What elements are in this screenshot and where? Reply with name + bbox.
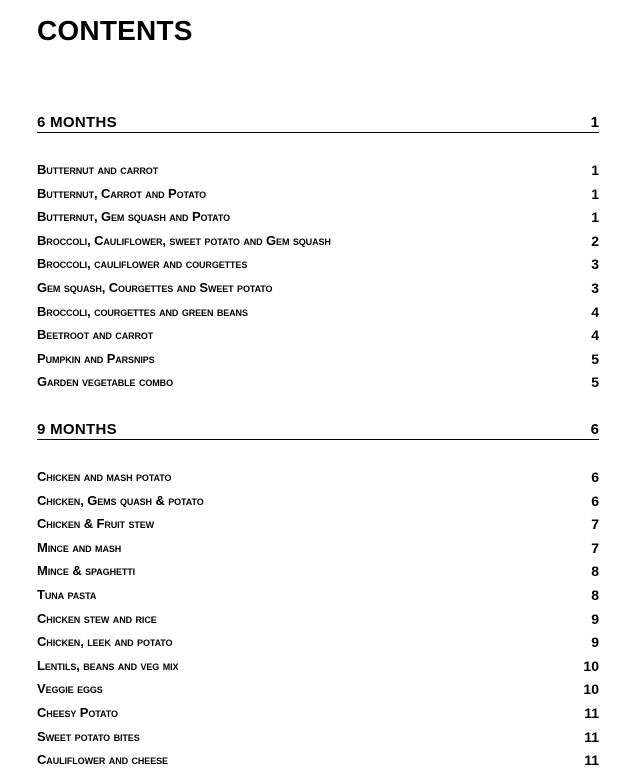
toc-entry [37,632,599,656]
toc-entry-label: Butternut, Gem squash and Potato [37,209,231,225]
toc-entry-page-number: 10 [583,657,599,674]
toc-entry-label: Chicken, Gems quash & potato [37,492,204,508]
entry-list [37,160,599,396]
toc-entry [37,302,599,326]
toc-entry [37,349,599,373]
toc-entry [37,467,599,491]
toc-entry [37,585,599,609]
toc-entry-page-number: 11 [584,728,599,745]
toc-entry [37,750,599,774]
toc-entry-page-number: 5 [591,350,599,367]
toc-entry-page-number: 1 [591,162,599,178]
toc-entry-page-number: 9 [591,610,599,627]
toc-entry-label: Pumpkin and Parsnips [37,350,155,366]
toc-entry-label: Cauliflower and cheese [37,752,168,768]
toc-entry-page-number: 11 [584,752,599,769]
toc-entry-page-number: 5 [591,374,599,391]
section-9-months [37,417,599,774]
toc-entry [37,679,599,703]
toc-entry [37,160,599,184]
toc-entry [37,491,599,515]
toc-entry-label: Beetroot and carrot [37,327,154,343]
toc-entry-page-number: 6 [591,469,599,485]
toc-entry-page-number: 3 [591,256,599,273]
toc-entry-page-number: 3 [591,279,599,296]
toc-entry [37,656,599,680]
toc-entry-page-number: 6 [591,492,599,509]
toc-entry [37,231,599,255]
toc-entry-label: Butternut and carrot [37,162,159,177]
toc-entry [37,254,599,278]
toc-entry-page-number: 9 [591,634,599,651]
toc-entry-label: Mince & spaghetti [37,563,136,579]
toc-entry [37,325,599,349]
toc-entry-page-number: 8 [591,586,599,603]
toc-entry-page-number: 10 [583,681,599,698]
section-6-months [37,110,599,396]
section-header [37,110,599,133]
toc-entry-label: Sweet potato bites [37,728,140,744]
toc-entry-label: Gem squash, Courgettes and Sweet potato [37,279,273,295]
toc-entry-label: Mince and mash [37,539,122,555]
toc-entry-label: Butternut, Carrot and Potato [37,185,207,201]
toc-entry [37,514,599,538]
toc-entry-page-number: 4 [591,303,599,320]
toc-entry-label: Chicken & Fruit stew [37,516,155,532]
toc-entry-label: Broccoli, Cauliflower, sweet potato and Gem squash [37,232,331,248]
toc-entry-label: Broccoli, courgettes and green beans [37,303,248,319]
section-header [37,417,599,440]
section-page-number: 6 [590,421,599,438]
toc-entry [37,184,599,208]
toc-entry [37,609,599,633]
section-page-number: 1 [590,114,599,131]
toc-entry-label: Garden vegetable combo [37,374,173,390]
entry-list [37,467,599,774]
toc-entry-label: Cheesy Potato [37,704,118,720]
toc-entry-label: Lentils, beans and veg mix [37,657,179,673]
toc-entry-label: Chicken, leek and potato [37,634,173,650]
toc-entry-page-number: 7 [591,539,599,556]
toc-entry-label: Tuna pasta [37,586,97,602]
toc-entry-page-number: 7 [591,516,599,533]
section-label: 6 MONTHS [37,114,117,131]
toc-entry [37,372,599,396]
toc-entry [37,727,599,751]
toc-entry-page-number: 11 [584,704,599,721]
toc-entry-label: Veggie eggs [37,681,103,697]
toc-entry-label: Chicken and mash potato [37,469,172,484]
toc-entry-page-number: 1 [591,209,599,226]
toc-entry [37,207,599,231]
page-title: CONTENTS [37,15,193,46]
section-label: 9 MONTHS [37,421,117,438]
toc-entry-label: Chicken stew and rice [37,610,157,626]
toc-entry-page-number: 8 [591,563,599,580]
toc-entry-page-number: 4 [591,327,599,344]
toc-entry-page-number: 2 [591,232,599,249]
toc-entry-label: Broccoli, cauliflower and courgettes [37,256,248,272]
toc-entry [37,561,599,585]
toc-entry-page-number: 1 [591,185,599,202]
toc-entry [37,538,599,562]
toc-entry [37,278,599,302]
toc-entry [37,703,599,727]
